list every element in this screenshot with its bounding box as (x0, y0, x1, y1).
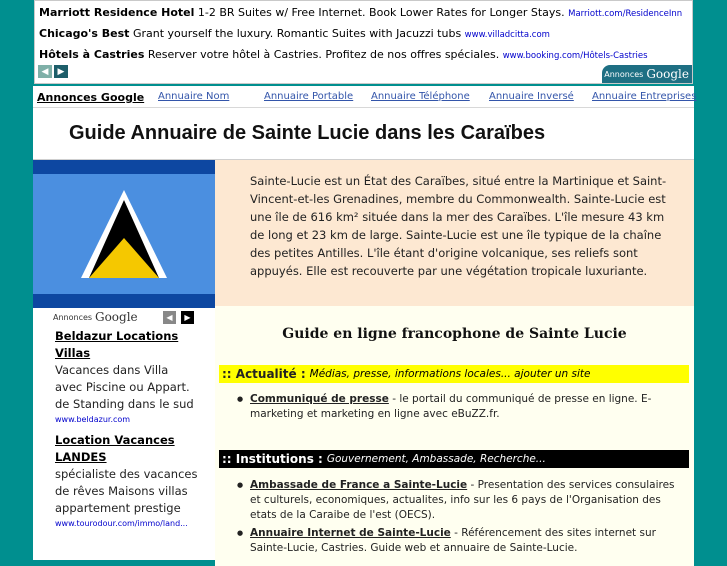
top-ad-url[interactable]: www.booking.com/Hôtels-Castries (502, 51, 648, 61)
top-ad-1[interactable] (39, 6, 682, 19)
list-item (237, 392, 687, 422)
chevron-right-icon[interactable]: ▶ (54, 65, 68, 78)
chevron-left-icon[interactable]: ◀ (163, 311, 176, 324)
left-ad-url[interactable]: www.beldazur.com (55, 415, 131, 424)
entry-link[interactable]: Ambassade de France a Sainte-Lucie (250, 479, 468, 491)
entry-text: - le portail du communiqué de presse en ligne. E-marketing et marketing en ligne avec eBuZZ.fr. (250, 393, 652, 420)
left-ad-2[interactable] (55, 432, 205, 530)
flag-band-bottom (33, 294, 215, 308)
entry-list-actualite (237, 392, 687, 425)
section-name: :: Actualité : (222, 367, 306, 381)
left-column (33, 160, 215, 560)
left-ads-header (33, 308, 215, 328)
list-item (237, 478, 687, 523)
left-ad-title[interactable]: LANDES (55, 450, 107, 464)
main-panel (33, 86, 697, 556)
left-ads-prefix: Annonces (53, 313, 93, 322)
top-ad-title[interactable]: Chicago's Best (39, 27, 130, 40)
left-ad-url[interactable]: www.tourodour.com/immo/land... (55, 519, 188, 528)
right-column (215, 160, 694, 560)
top-ad-text: Reserver votre hôtel à Castries. Profitez de nos offres spéciales. (147, 48, 500, 61)
entry-link[interactable]: Communiqué de presse (250, 393, 389, 405)
entry-text: - Référencement des sites internet sur Sainte-Lucie, Castries. Guide web et annuaire de Sainte-Lucie. (250, 527, 656, 554)
flag-triangles (33, 160, 215, 308)
left-ad-text: appartement prestige (55, 501, 181, 515)
top-ad-text: Grant yourself the luxury. Romantic Suites with Jacuzzi tubs (132, 27, 462, 40)
top-ad-url[interactable]: Marriott.com/ResidenceInn (568, 9, 683, 19)
google-ads-badge[interactable] (602, 65, 692, 83)
chevron-left-icon[interactable]: ◀ (38, 65, 52, 78)
top-ad-url[interactable]: www.villadcitta.com (464, 30, 550, 40)
top-ad-title[interactable]: Marriott Residence Hotel (39, 6, 195, 19)
section-name: :: Institutions : (222, 452, 323, 466)
page-title: Guide Annuaire de Sainte Lucie dans les Caraïbes (69, 122, 546, 144)
left-ad-text: spécialiste des vacances (55, 467, 198, 481)
nav-annuaire-telephone[interactable]: Annuaire Téléphone (371, 91, 470, 102)
left-ad-title[interactable]: Beldazur Locations (55, 329, 179, 343)
google-logo: Google (646, 67, 689, 81)
top-ad-title[interactable]: Hôtels à Castries (39, 48, 145, 61)
top-ad-text: 1-2 BR Suites w/ Free Internet. Book Lower Rates for Longer Stays. (197, 6, 565, 19)
top-ads-banner (34, 0, 693, 84)
saint-lucia-flag (33, 160, 215, 308)
left-ad-text: de rêves Maisons villas (55, 484, 188, 498)
nav-annonces-google[interactable]: Annonces Google (37, 91, 145, 104)
badge-prefix: Annonces (604, 69, 644, 79)
intro-box (215, 160, 694, 306)
section-bar-actualite (219, 365, 689, 383)
top-ad-3[interactable] (39, 48, 648, 61)
left-ad-title[interactable]: Villas (55, 346, 91, 360)
left-ad-title[interactable]: Location Vacances (55, 433, 175, 447)
section-desc[interactable]: Médias, presse, informations locales... ajouter un site (309, 368, 591, 380)
left-ad-text: de Standing dans le sud (55, 397, 194, 411)
top-ad-nav (38, 65, 68, 78)
left-ad-text: avec Piscine ou Appart. (55, 380, 190, 394)
chevron-right-icon[interactable]: ▶ (181, 311, 194, 324)
nav-annuaire-entreprises[interactable]: Annuaire Entreprises (592, 91, 697, 102)
left-ad-text: Vacances dans Villa (55, 363, 169, 377)
section-bar-institutions (219, 450, 689, 468)
intro-text: Sainte-Lucie est un État des Caraïbes, situé entre la Martinique et Saint-Vincent-et-les Grenadines, membre du Commonwealth. Sainte-Lucie est une île de 616 km² située dans la mer des Caraïbes. L'île mesure 43 km de long et 23 km de large. Sainte-Lucie est une île typique de la chaîne des petites Antilles. L'île étant d'origine volcanique, ses reliefs sont appuyés. Elle est recouverte par une végétation tropicale luxuriante. (250, 174, 667, 278)
guide-title: Guide en ligne francophone de Sainte Lucie (282, 326, 627, 342)
google-logo: Google (95, 310, 138, 324)
entry-list-institutions (237, 478, 687, 559)
list-item (237, 526, 687, 556)
entry-link[interactable]: Annuaire Internet de Sainte-Lucie (250, 527, 451, 539)
entry-text: - Presentation des services consulaires et culturels, economiques, actualites, info sur les 6 pays de l'Organisation des etats de la Caraibe de l'est (OECS). (250, 479, 675, 521)
top-ad-2[interactable] (39, 27, 550, 40)
left-ad-1[interactable] (55, 328, 205, 426)
section-desc[interactable]: Gouvernement, Ambassade, Recherche... (326, 453, 546, 465)
top-nav (33, 86, 697, 108)
nav-annuaire-inverse[interactable]: Annuaire Inversé (489, 91, 574, 102)
nav-annuaire-nom[interactable]: Annuaire Nom (158, 91, 230, 102)
nav-annuaire-portable[interactable]: Annuaire Portable (264, 91, 354, 102)
guide-box (215, 306, 694, 566)
